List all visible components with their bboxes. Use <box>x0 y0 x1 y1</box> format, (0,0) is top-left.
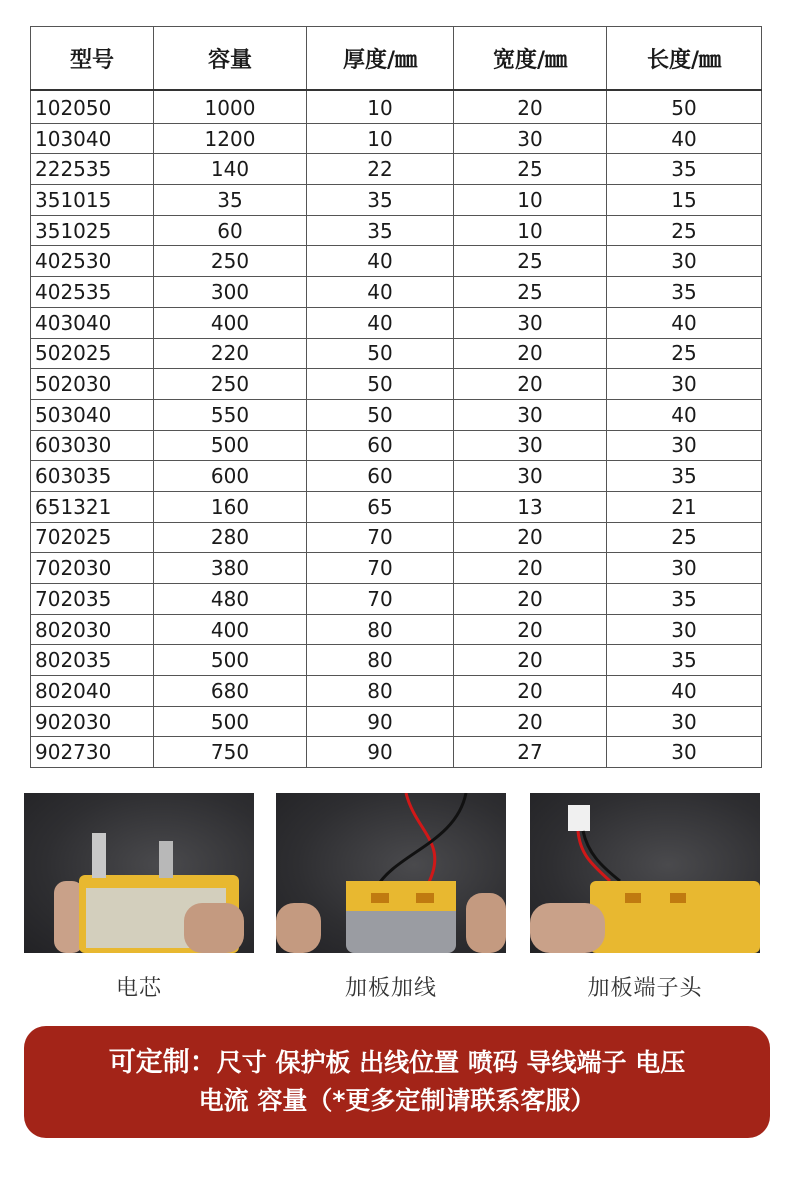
width-cell: 20 <box>454 338 607 369</box>
table-row <box>31 90 762 123</box>
length-cell: 35 <box>607 277 762 308</box>
length-cell: 15 <box>607 185 762 216</box>
thickness-cell: 90 <box>307 706 454 737</box>
banner-options-2: 电流 容量（*更多定制请联系客服） <box>198 1086 596 1115</box>
finger-left <box>276 903 321 953</box>
header-thickness: 厚度/㎜ <box>307 27 454 91</box>
battery-spec-table <box>30 26 762 768</box>
length-cell: 30 <box>607 246 762 277</box>
capacity-cell: 220 <box>154 338 307 369</box>
thickness-cell: 60 <box>307 430 454 461</box>
model-cell: 502025 <box>31 338 154 369</box>
length-cell: 30 <box>607 614 762 645</box>
chip <box>371 893 389 903</box>
width-cell: 20 <box>454 645 607 676</box>
chip <box>416 893 434 903</box>
length-cell: 35 <box>607 154 762 185</box>
length-cell: 25 <box>607 522 762 553</box>
model-cell: 902730 <box>31 737 154 768</box>
width-cell: 30 <box>454 307 607 338</box>
length-cell: 30 <box>607 430 762 461</box>
table-row <box>31 706 762 737</box>
capacity-cell: 1000 <box>154 90 307 123</box>
width-cell: 25 <box>454 277 607 308</box>
banner-line-1 <box>24 1044 770 1082</box>
table-row <box>31 491 762 522</box>
capacity-cell: 680 <box>154 676 307 707</box>
capacity-cell: 60 <box>154 215 307 246</box>
table-header-row <box>31 27 762 91</box>
header-capacity: 容量 <box>154 27 307 91</box>
length-cell: 40 <box>607 676 762 707</box>
model-cell: 103040 <box>31 123 154 154</box>
thickness-cell: 35 <box>307 215 454 246</box>
thickness-cell: 40 <box>307 307 454 338</box>
thickness-cell: 60 <box>307 461 454 492</box>
length-cell: 30 <box>607 706 762 737</box>
model-cell: 702035 <box>31 584 154 615</box>
capacity-cell: 500 <box>154 430 307 461</box>
length-cell: 30 <box>607 737 762 768</box>
capacity-cell: 140 <box>154 154 307 185</box>
model-cell: 351015 <box>31 185 154 216</box>
thickness-cell: 22 <box>307 154 454 185</box>
thickness-cell: 70 <box>307 522 454 553</box>
length-cell: 40 <box>607 307 762 338</box>
capacity-cell: 380 <box>154 553 307 584</box>
thickness-cell: 40 <box>307 277 454 308</box>
model-cell: 802040 <box>31 676 154 707</box>
capacity-cell: 550 <box>154 399 307 430</box>
product-photos <box>24 793 764 1003</box>
table-row <box>31 338 762 369</box>
model-cell: 603035 <box>31 461 154 492</box>
model-cell: 222535 <box>31 154 154 185</box>
connector-plug <box>568 805 590 831</box>
tab-left <box>92 833 106 878</box>
capacity-cell: 300 <box>154 277 307 308</box>
thickness-cell: 65 <box>307 491 454 522</box>
width-cell: 30 <box>454 123 607 154</box>
table-row <box>31 553 762 584</box>
model-cell: 403040 <box>31 307 154 338</box>
table-row <box>31 430 762 461</box>
length-cell: 50 <box>607 90 762 123</box>
model-cell: 402530 <box>31 246 154 277</box>
capacity-cell: 500 <box>154 645 307 676</box>
model-cell: 651321 <box>31 491 154 522</box>
width-cell: 20 <box>454 676 607 707</box>
length-cell: 21 <box>607 491 762 522</box>
width-cell: 27 <box>454 737 607 768</box>
table-row <box>31 215 762 246</box>
length-cell: 25 <box>607 215 762 246</box>
model-cell: 902030 <box>31 706 154 737</box>
model-cell: 802030 <box>31 614 154 645</box>
capacity-cell: 280 <box>154 522 307 553</box>
capacity-cell: 1200 <box>154 123 307 154</box>
tab-right <box>159 841 173 878</box>
table-row <box>31 676 762 707</box>
thickness-cell: 50 <box>307 338 454 369</box>
chip <box>625 893 641 903</box>
header-width: 宽度/㎜ <box>454 27 607 91</box>
length-cell: 40 <box>607 123 762 154</box>
length-cell: 35 <box>607 461 762 492</box>
photo-board-wire <box>276 793 506 953</box>
banner-label: 可定制： <box>108 1047 217 1078</box>
table-row <box>31 307 762 338</box>
width-cell: 30 <box>454 461 607 492</box>
capacity-cell: 250 <box>154 369 307 400</box>
length-cell: 40 <box>607 399 762 430</box>
width-cell: 20 <box>454 369 607 400</box>
thickness-cell: 80 <box>307 614 454 645</box>
length-cell: 30 <box>607 553 762 584</box>
width-cell: 25 <box>454 246 607 277</box>
caption-board-wire: 加板加线 <box>344 976 437 1001</box>
capacity-cell: 250 <box>154 246 307 277</box>
table-row <box>31 584 762 615</box>
width-cell: 30 <box>454 430 607 461</box>
table-row <box>31 737 762 768</box>
caption-bare-cell: 电芯 <box>115 976 162 1001</box>
table-row <box>31 614 762 645</box>
thickness-cell: 10 <box>307 90 454 123</box>
length-cell: 25 <box>607 338 762 369</box>
battery-body <box>590 881 760 953</box>
capacity-cell: 480 <box>154 584 307 615</box>
thickness-cell: 80 <box>307 676 454 707</box>
bare-cell-illustration <box>24 793 254 953</box>
header-length: 长度/㎜ <box>607 27 762 91</box>
width-cell: 20 <box>454 522 607 553</box>
model-cell: 702025 <box>31 522 154 553</box>
chip <box>670 893 686 903</box>
caption-board-connector: 加板端子头 <box>587 976 703 1001</box>
table-row <box>31 522 762 553</box>
capacity-cell: 750 <box>154 737 307 768</box>
thickness-cell: 35 <box>307 185 454 216</box>
length-cell: 30 <box>607 369 762 400</box>
black-wire <box>376 793 466 888</box>
thickness-cell: 50 <box>307 369 454 400</box>
table-row <box>31 645 762 676</box>
capacity-cell: 500 <box>154 706 307 737</box>
thickness-cell: 10 <box>307 123 454 154</box>
capacity-cell: 600 <box>154 461 307 492</box>
width-cell: 20 <box>454 584 607 615</box>
width-cell: 10 <box>454 185 607 216</box>
capacity-cell: 400 <box>154 614 307 645</box>
table-row <box>31 185 762 216</box>
width-cell: 20 <box>454 90 607 123</box>
table-row <box>31 246 762 277</box>
table-row <box>31 154 762 185</box>
model-cell: 603030 <box>31 430 154 461</box>
table-row <box>31 399 762 430</box>
length-cell: 35 <box>607 645 762 676</box>
model-cell: 402535 <box>31 277 154 308</box>
width-cell: 30 <box>454 399 607 430</box>
banner-options-1: 尺寸 保护板 出线位置 喷码 导线端子 电压 <box>216 1048 686 1077</box>
finger <box>530 903 605 953</box>
finger-right <box>184 903 244 953</box>
thickness-cell: 50 <box>307 399 454 430</box>
width-cell: 25 <box>454 154 607 185</box>
model-cell: 502030 <box>31 369 154 400</box>
length-cell: 35 <box>607 584 762 615</box>
protection-board <box>346 881 456 911</box>
board-wire-illustration <box>276 793 506 953</box>
photo-board-connector <box>530 793 760 953</box>
table-row <box>31 461 762 492</box>
thickness-cell: 80 <box>307 645 454 676</box>
thickness-cell: 70 <box>307 553 454 584</box>
model-cell: 802035 <box>31 645 154 676</box>
thickness-cell: 70 <box>307 584 454 615</box>
model-cell: 102050 <box>31 90 154 123</box>
table-row <box>31 369 762 400</box>
width-cell: 13 <box>454 491 607 522</box>
board-connector-illustration <box>530 793 760 953</box>
table-row <box>31 277 762 308</box>
thickness-cell: 90 <box>307 737 454 768</box>
table-row <box>31 123 762 154</box>
model-cell: 503040 <box>31 399 154 430</box>
model-cell: 351025 <box>31 215 154 246</box>
width-cell: 20 <box>454 614 607 645</box>
capacity-cell: 35 <box>154 185 307 216</box>
model-cell: 702030 <box>31 553 154 584</box>
capacity-cell: 400 <box>154 307 307 338</box>
thickness-cell: 40 <box>307 246 454 277</box>
width-cell: 10 <box>454 215 607 246</box>
width-cell: 20 <box>454 706 607 737</box>
photo-bare-cell <box>24 793 254 953</box>
capacity-cell: 160 <box>154 491 307 522</box>
width-cell: 20 <box>454 553 607 584</box>
customization-banner <box>24 1026 770 1138</box>
finger-right <box>466 893 506 953</box>
header-model: 型号 <box>31 27 154 91</box>
